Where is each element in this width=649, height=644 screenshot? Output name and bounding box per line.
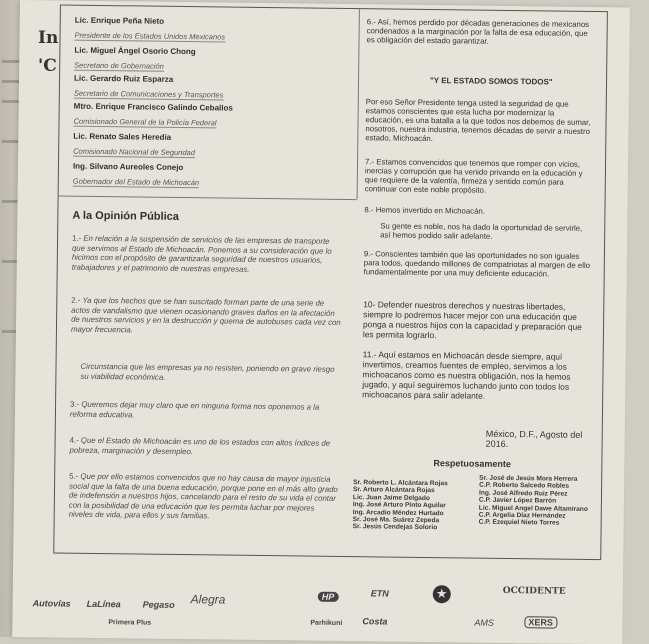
addressee-name: Lic. Miguel Ángel Osorio Chong xyxy=(74,45,196,57)
logo-costa: Costa xyxy=(362,616,388,627)
signatory: Sr. Roberto L. Alcántara Rojas xyxy=(353,479,448,488)
paragraph-text: Conscientes también que las oportunidades no son iguales para todos, quedando millones de compatriotas al margen de ello fundamentalmente por una muy deficiente educación. xyxy=(363,249,591,279)
paragraph-text: Aquí estamos en Michoacán desde siempre, aquí invertimos, creamos fuentes de empleo, servimos a los michoacanos como es nuestra obligación, nos la hemos jugado, y aquí seguiremos luchando junto con todos los michoacanos para salir adelante. xyxy=(362,349,571,401)
signatory: C.P. Javier López Barrón xyxy=(478,496,557,505)
paragraph-number: 4.- xyxy=(69,435,79,445)
paragraph-number: 9.- xyxy=(363,249,374,259)
signatories-right xyxy=(479,475,589,528)
ad-frame xyxy=(53,4,608,560)
addressee xyxy=(73,162,333,192)
paragraph xyxy=(71,296,341,338)
addressee-name: Mtro. Enrique Francisco Galindo Ceballos xyxy=(73,101,233,113)
logo-lalinea: LaLínea xyxy=(86,598,121,610)
paragraph-number: 6.- xyxy=(366,17,376,27)
sponsor-logos xyxy=(12,560,623,644)
paragraph-text: Defender nuestros derechos y nuestras libertades, siempre lo podremos hacer mejor con una educación que ponga a nuestros hijos con la capacidad y preparación que les permita lograrlo. xyxy=(362,299,582,341)
logo-pegaso: Pegaso xyxy=(142,599,175,610)
paragraph-text: Ya que los hechos que se han suscitado forman parte de una serie de actos de vandalismo que vienen ocasionando graves daños en la afectación de nuestros servicios y en la destrucción y quema de autobuses cada vez con mayor frecuencia. xyxy=(70,295,341,335)
logo-parhikuni: Parhikuni xyxy=(310,619,343,627)
addressee-role: Presidente de los Estados Unidos Mexicanos xyxy=(74,30,226,42)
paragraph-number: 7.- xyxy=(364,157,375,167)
closing: Respetuosamente xyxy=(433,458,511,470)
paragraph-text: Circunstancia que las empresas ya no resisten, poniendo en grave riesgo su viabilidad económica. xyxy=(80,361,335,382)
addressee-role: Comisionado Nacional de Seguridad xyxy=(73,146,195,158)
paragraph xyxy=(69,472,340,523)
signatory: Ing. José Alfredo Ruiz Pérez xyxy=(478,489,568,498)
signatory: Ing. Arcadio Méndez Hurtado xyxy=(352,508,444,517)
logo-etn: ETN xyxy=(370,588,389,599)
signatory: Sr. Jesús Cendejas Solorio xyxy=(352,523,438,532)
addressee-role: Secretario de Comunicaciones y Transportes xyxy=(73,88,224,100)
adjacent-page-heading: In xyxy=(38,28,59,48)
paragraph xyxy=(80,362,340,384)
paragraph xyxy=(380,221,592,242)
paragraph xyxy=(366,17,594,47)
paragraph-text: Queremos dejar muy claro que en ninguna forma nos oponemos a la reforma educativa. xyxy=(69,399,320,420)
paragraph-text: Que por ello estamos convencidos que no hay causa de mayor injusticia social que la falta de una buena educación, porque pone en el más alto grado de indefensión a nuestros hijos, cancelando para el resto de su vida el contar con la posibilidad de una educación que les permita luchar por mejores niveles de vida, para ellos y sus familias. xyxy=(68,471,338,521)
newspaper-page xyxy=(12,0,630,644)
paragraph-number: 5.- xyxy=(69,471,79,481)
signatory: Sr. Arturo Alcántara Rojas xyxy=(352,486,435,495)
column-divider xyxy=(357,9,360,199)
addressee xyxy=(73,132,333,162)
addressee-name: Ing. Silvano Aureoles Conejo xyxy=(72,161,184,173)
paragraph xyxy=(364,205,592,217)
addressee xyxy=(73,102,333,132)
address-divider xyxy=(59,195,357,200)
logo-autovias: Autovías xyxy=(32,598,71,609)
paragraph-text: Su gente es noble, nos ha dado la oportunidad de servirle, así hemos podido salir adelante. xyxy=(380,221,583,241)
logo-hp: HP xyxy=(318,592,339,602)
signatory: Sr. José de Jesús Mora Herrera xyxy=(479,474,578,483)
signatory: Lic. Miguel Angel Dawe Altamirano xyxy=(478,504,588,513)
paragraph-text: Así, hemos perdido por décadas generaciones de mexicanos condenados a la marginación por la falta de esa educación, que es obligación del estado garantizar. xyxy=(366,17,590,46)
signatory: C.P. Argelia Díaz Hernández xyxy=(478,511,566,520)
addressee-name: Lic. Enrique Peña Nieto xyxy=(74,15,165,26)
paragraph-number: 8.- xyxy=(364,205,374,215)
paragraph-number: 11.- xyxy=(362,349,377,360)
signatories-left xyxy=(353,479,448,532)
paragraph-text: En relación a la suspensión de servicios de las empresas de transporte que servimos al Estado de Michoacán. Ponemos a su consideración que lo hicimos con el propósito de garantizarla seguridad de nuestros usuarios, trabajadores y el patrimonio de nuestras empresas. xyxy=(71,233,332,274)
paragraph-text: Que el Estado de Michoacán es uno de los estados con altos índices de pobreza, marginación y desempleo. xyxy=(69,435,331,456)
addressee-name: Lic. Gerardo Ruiz Esparza xyxy=(73,73,174,84)
logo-xers: XERS xyxy=(524,616,557,628)
paragraph-text: Hemos invertido en Michoacán. xyxy=(375,205,486,216)
adjacent-page-heading-2: 'C xyxy=(38,56,57,76)
logo-ams: AMS xyxy=(474,617,495,628)
addressee xyxy=(74,46,334,76)
paragraph xyxy=(364,249,592,279)
signatory: Ing. José Arturo Pinto Aguilar xyxy=(352,501,446,510)
paragraph xyxy=(70,400,340,422)
addressee xyxy=(74,16,334,46)
paragraph-number: 2.- xyxy=(71,295,81,305)
signatory: Lic. Juan Jaime Delgado xyxy=(352,493,430,502)
paragraph xyxy=(72,234,342,276)
star-logo-icon: ★ xyxy=(433,585,451,603)
paragraph-number: 10- xyxy=(363,299,376,310)
date-line: México, D.F., Agosto del 2016. xyxy=(485,428,583,449)
signatory: C.P. Roberto Salcedo Robles xyxy=(479,482,570,491)
addressee-role: Gobernador del Estado de Michoacán xyxy=(72,176,200,188)
letter-heading: A la Opinión Pública xyxy=(72,209,179,223)
paragraph xyxy=(69,436,339,458)
signatory: C.P. Ezequiel Nieto Torres xyxy=(478,519,560,528)
paragraph xyxy=(365,157,593,196)
addressee xyxy=(74,74,334,104)
paragraph xyxy=(363,299,591,342)
paragraph-text: Estamos convencidos que tenemos que romper con vicios, inercias y corrupción que ha venido privando en la educación y que requiere de la valentía, firmeza y sentido común para continuar con este noble propósito. xyxy=(364,157,583,195)
paragraph-number: 1.- xyxy=(72,233,82,243)
logo-primera-plus: Primera Plus xyxy=(108,619,152,627)
logo-alegra: Alegra xyxy=(190,592,226,607)
logo-occidente: OCCIDENTE xyxy=(502,585,566,597)
slogan-title: "Y EL ESTADO SOMOS TODOS" xyxy=(429,76,553,87)
signatory: Sr. José Ma. Suárez Zepeda xyxy=(352,516,440,525)
addressee-role: Comisionado General de la Policía Federal xyxy=(73,116,217,128)
paragraph xyxy=(362,349,591,402)
addressee-role: Secretario de Gobernación xyxy=(74,60,164,71)
addressee-name: Lic. Renato Sales Heredia xyxy=(73,131,172,142)
paragraph xyxy=(365,97,594,145)
paragraph-number: 3.- xyxy=(70,399,80,409)
paragraph-text: Por eso Señor Presidente tenga usted la seguridad de que estamos conscientes que esta lucha por modernizar la educación, es una batalla a la que todos nos debemos de sumar, nosotros, nuestra industria, tenemos décadas de servir a nuestro estado, Michoacán. xyxy=(365,97,591,144)
